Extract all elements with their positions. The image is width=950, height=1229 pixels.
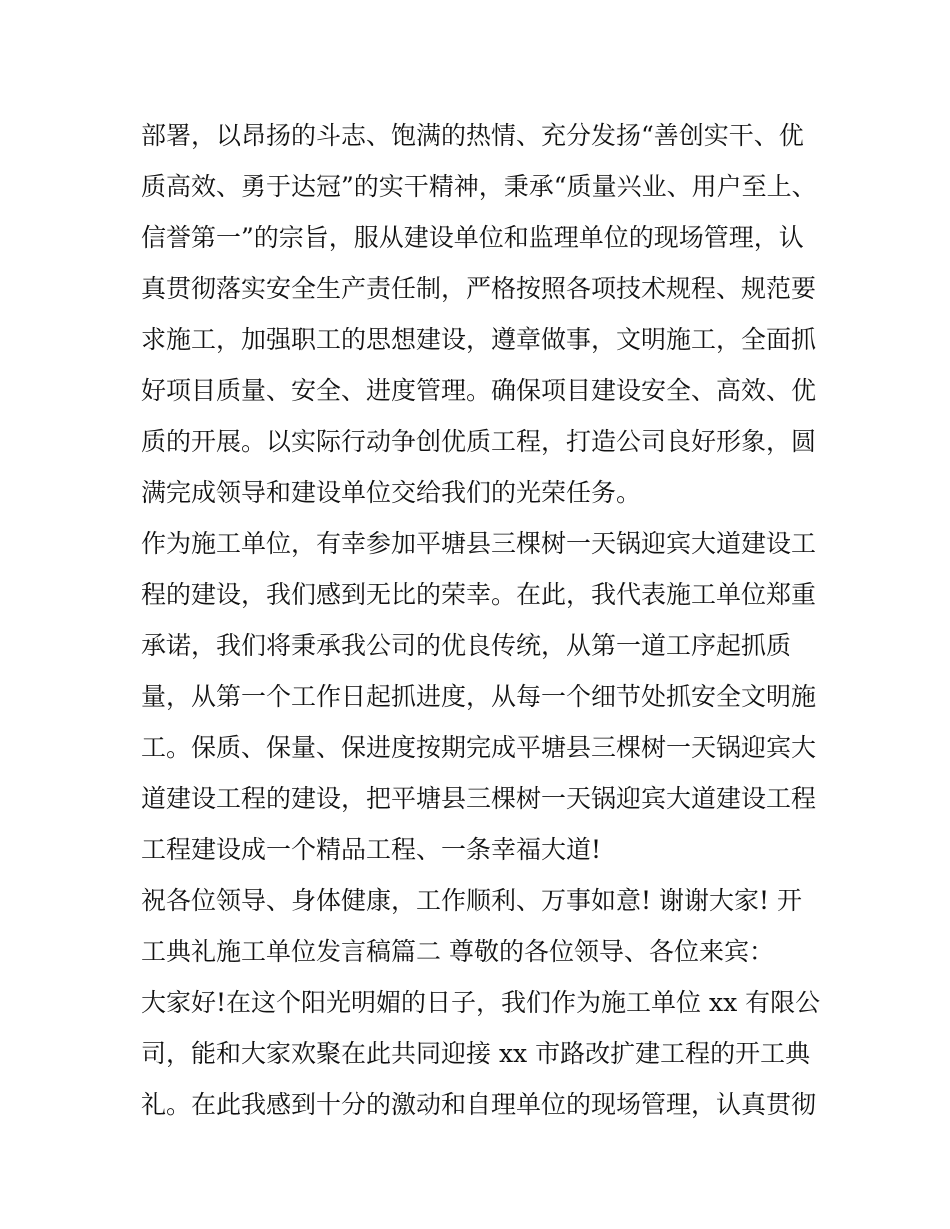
text-line: 好项目质量、安全、进度管理。确保项目建设安全、高效、优	[141, 376, 817, 405]
text-line: 大家好!在这个阳光明媚的日子，我们作为施工单位 xx 有限公	[141, 988, 821, 1017]
text-line: 作为施工单位，有幸参加平塘县三棵树一天锅迎宾大道建设工	[141, 529, 817, 558]
text-line: 信誉第一”的宗旨，服从建设单位和监理单位的现场管理，认	[141, 223, 804, 252]
text-line: 程的建设，我们感到无比的荣幸。在此，我代表施工单位郑重	[141, 580, 817, 609]
document-body	[141, 110, 821, 1130]
text-line: 工程建设成一个精品工程、一条幸福大道!	[141, 835, 602, 864]
text-line: 满完成领导和建设单位交给我们的光荣任务。	[141, 478, 642, 507]
text-line: 工典礼施工单位发言稿篇二 尊敬的各位领导、各位来宾：	[141, 937, 774, 966]
text-line: 道建设工程的建设，把平塘县三棵树一天锅迎宾大道建设工程	[141, 784, 817, 813]
text-line: 求施工，加强职工的思想建设，遵章做事，文明施工，全面抓	[141, 325, 817, 354]
text-line: 工。保质、保量、保进度按期完成平塘县三棵树一天锅迎宾大	[141, 733, 817, 762]
text-line: 部署，以昂扬的斗志、饱满的热情、充分发扬“善创实干、优	[141, 121, 804, 150]
text-line: 质高效、勇于达冠”的实干精神，秉承“质量兴业、用户至上、	[141, 172, 817, 201]
text-line: 量，从第一个工作日起抓进度，从每一个细节处抓安全文明施	[141, 682, 817, 711]
text-line: 礼。在此我感到十分的激动和自理单位的现场管理，认真贯彻	[141, 1090, 817, 1119]
text-line: 真贯彻落实安全生产责任制，严格按照各项技术规程、规范要	[141, 274, 817, 303]
text-line: 祝各位领导、身体健康，工作顺利、万事如意! 谢谢大家! 开	[141, 886, 802, 915]
text-line: 质的开展。以实际行动争创优质工程，打造公司良好形象，圆	[141, 427, 817, 456]
text-line: 司，能和大家欢聚在此共同迎接 xx 市路改扩建工程的开工典	[141, 1039, 811, 1068]
text-line: 承诺，我们将秉承我公司的优良传统，从第一道工序起抓质	[141, 631, 792, 660]
